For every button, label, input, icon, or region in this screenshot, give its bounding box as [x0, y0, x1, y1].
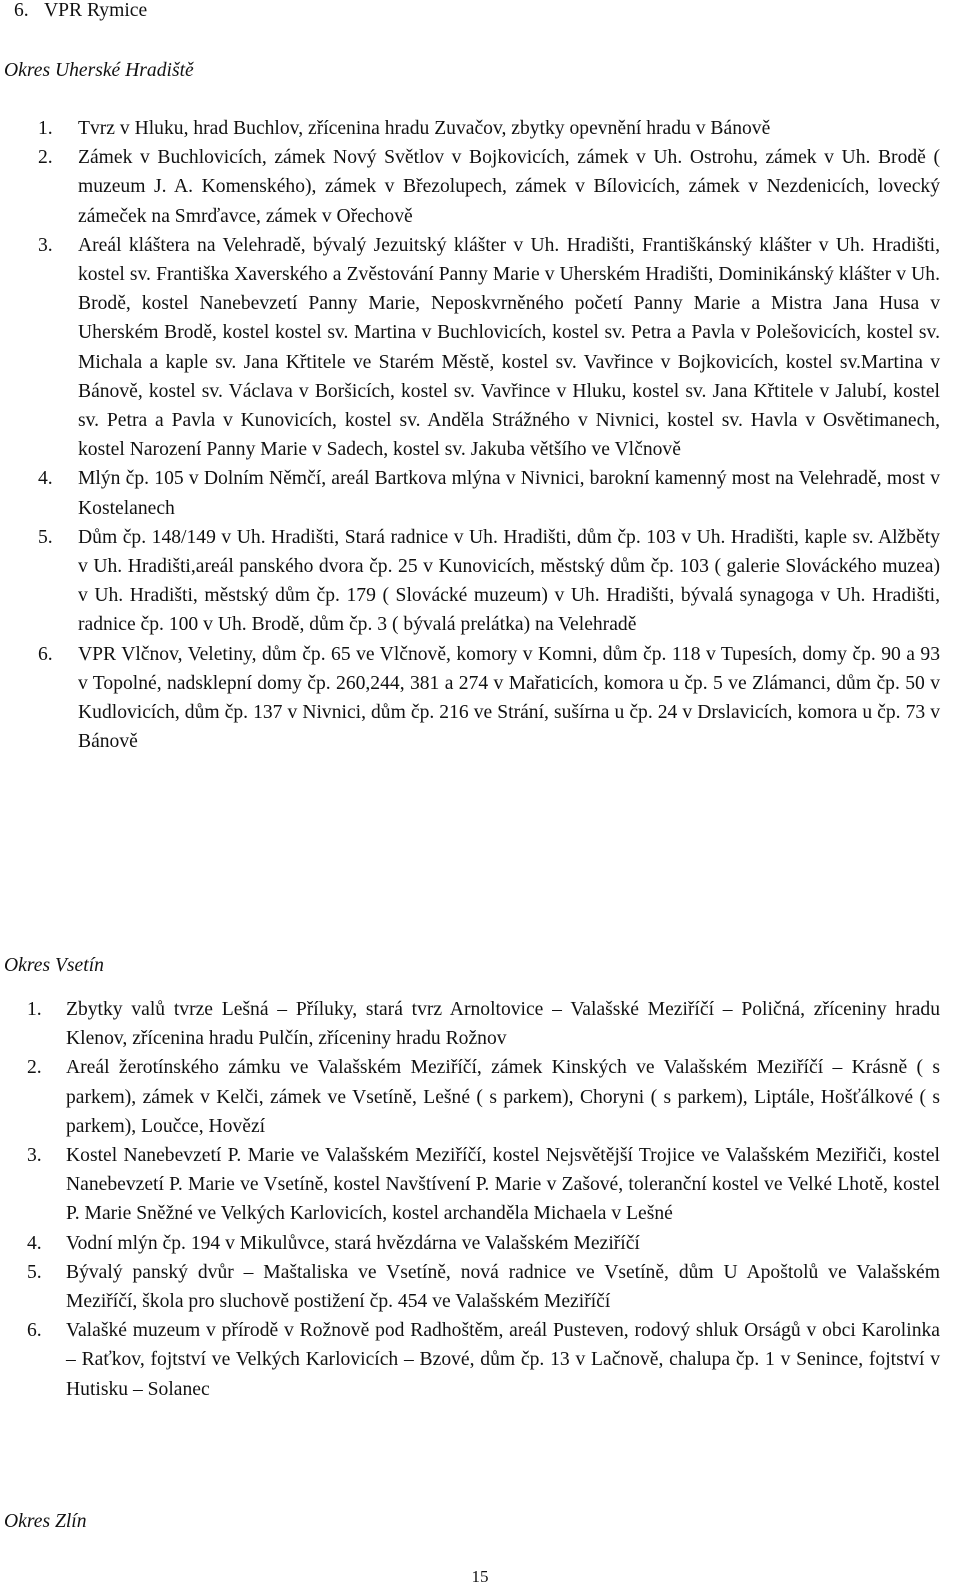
item-number: 3. — [27, 1145, 42, 1167]
item-text: Zámek v Buchlovicích, zámek Nový Světlov v Bojkovicích, zámek v Uh. Ostrohu, zámek v Uh. Brodě ( muzeum J. A. Komenského), zámek v Březolupech, zámek v Bílovicích, zámek v Nezdenicích, lovecký zámeček na Smrďavce, zámek v Ořechově — [78, 147, 940, 227]
item-text: Vodní mlýn čp. 194 v Mikulůvce, stará hvězdárna ve Valašském Meziříčí — [66, 1232, 640, 1254]
item-number: 2. — [27, 1057, 42, 1079]
item-text: VPR Vlčnov, Veletiny, dům čp. 65 ve Vlčnově, komory v Komni, dům čp. 118 v Tupesích, domy čp. 90 a 93 v Topolné, nadsklepní domy čp. 260,244, 381 a 274 v Mařaticích, komora u čp. 5 ve Zlámanci, dům čp. 50 v Kudlovicích, dům čp. 137 v Nivnici, dům čp. 216 ve Strání, sušírna u čp. 24 v Drslavicích, komora u čp. 73 v Bánově — [78, 643, 940, 753]
section-heading-uherske-hradiste: Okres Uherské Hradiště — [4, 60, 194, 81]
item-number: 5. — [38, 526, 53, 548]
item-text: Kostel Nanebevzetí P. Marie ve Valašském Meziříčí, kostel Nejsvětější Trojice ve Valašském Meziřiči, kostel Nanebevzetí P. Marie ve Vsetíně, kostel Navštívení P. Marie v Zašové, toleranční kostel ve Velké Lhotě, kostel P. Marie Sněžné ve Velkých Karlovicích, kostel archanděla Michaela v Lešné — [66, 1145, 940, 1225]
list-item — [38, 464, 940, 522]
item-number: 1. — [27, 999, 42, 1020]
section-heading-zlin: Okres Zlín — [4, 1511, 87, 1532]
section-heading-vsetin: Okres Vsetín — [4, 955, 104, 976]
item-text: Bývalý panský dvůr – Maštaliska ve Vsetíně, nová radnice ve Vsetíně, dům U Apoštolů ve Valašském Meziříčí, škola pro sluchově postižení čp. 454 ve Valašském Meziříčí — [66, 1261, 940, 1313]
list-item — [38, 640, 940, 757]
item-number: 5. — [27, 1261, 42, 1283]
item-text: Mlýn čp. 105 v Dolním Němčí, areál Bartkova mlýna v Nivnici, barokní kamenný most na Velehradě, most v Kostelanech — [78, 468, 940, 519]
item-number: 2. — [38, 147, 53, 169]
item-text: VPR Rymice — [44, 0, 148, 21]
list-item — [14, 0, 944, 25]
item-number: 4. — [38, 468, 53, 490]
item-text: Areál žerotínského zámku ve Valašském Meziříčí, zámek Kinských ve Valašském Meziříčí – Krásně ( s parkem), zámek v Kelči, zámek ve Vsetíně, Lešné ( s parkem), Choryni ( s parkem), Liptále, Hošťálkové ( s parkem), Loučce, Hovězí — [66, 1057, 940, 1137]
list-item — [27, 1229, 940, 1258]
list-item — [27, 1141, 940, 1229]
item-number: 3. — [38, 234, 53, 256]
item-text: Dům čp. 148/149 v Uh. Hradišti, Stará radnice v Uh. Hradišti, dům čp. 103 v Uh. Hradišti, kaple sv. Alžběty v Uh. Hradišti,areál panského dvora čp. 25 v Kunovicích, městský dům čp. 103 ( galerie Slováckého muzea) v Uh. Hradišti, městský dům čp. 179 ( Slovácké muzeum) v Uh. Hradišti, bývalá synagoga v Uh. Hradišti, radnice čp. 100 v Uh. Brodě, dům čp. 3 ( bývalá prelátka) na Velehradě — [78, 526, 940, 636]
item-number: 6. — [27, 1320, 42, 1342]
list-item — [38, 231, 940, 465]
item-text: Tvrz v Hluku, hrad Buchlov, zřícenina hradu Zuvačov, zbytky opevnění hradu v Bánově — [78, 118, 771, 139]
item-number: 4. — [27, 1232, 42, 1254]
list-item — [38, 523, 940, 640]
item-number: 6. — [38, 643, 53, 665]
list-item — [27, 1316, 940, 1404]
list-item — [27, 1258, 940, 1316]
list-item — [27, 1053, 940, 1141]
list-item — [38, 114, 940, 143]
uherske-hradiste-list — [38, 114, 940, 756]
vsetin-list — [27, 995, 940, 1404]
item-text: Valašké muzeum v přírodě v Rožnově pod Radhoštěm, areál Pusteven, rodový shluk Orságů v obci Karolinka – Raťkov, fojtství ve Velkých Karlovicích – Bzové, dům čp. 13 v Lačnově, chalupa čp. 1 v Senince, fojtství v Hutisku – Solanec — [66, 1320, 940, 1400]
page-number: 15 — [471, 1567, 489, 1586]
list-item — [27, 995, 940, 1053]
item-text: Zbytky valů tvrze Lešná – Příluky, stará tvrz Arnoltovice – Valašské Meziříčí – Poličná, zříceniny hradu Klenov, zřícenina hradu Pulčín, zříceniny hradu Rožnov — [66, 999, 940, 1050]
list-item — [38, 143, 940, 231]
item-number: 6. — [14, 0, 29, 21]
item-number: 1. — [38, 118, 53, 139]
item-text: Areál kláštera na Velehradě, bývalý Jezuitský klášter v Uh. Hradišti, Františkánský klášter v Uh. Hradišti, kostel sv. Františka Xaverského a Zvěstování Panny Marie v Uherském Hradišti, Dominikánský klášter v Uh. Brodě, kostel Nanebevzetí Panny Marie, Neposkvrněného početí Panny Marie a Mistra Jana Husa v Uherském Brodě, kostel kostel sv. Martina v Buchlovicích, kostel sv. Petra a Pavla v Polešovicích, kostel sv. Michala a kaple sv. Jana Křtitele ve Starém Městě, kostel sv. Vavřince v Bojkovicích, kostel sv.Martina v Bánově, kostel sv. Václava v Boršicích, kostel sv. Vavřince v Hluku, kostel sv. Jana Křtitele v Jalubí, kostel sv. Petra a Pavla v Kunovicích, kostel sv. Anděla Strážného v Nivnici, kostel sv. Havla v Osvětimanech, kostel Narození Panny Marie v Sadech, kostel sv. Jakuba většího ve Vlčnově — [78, 234, 940, 461]
